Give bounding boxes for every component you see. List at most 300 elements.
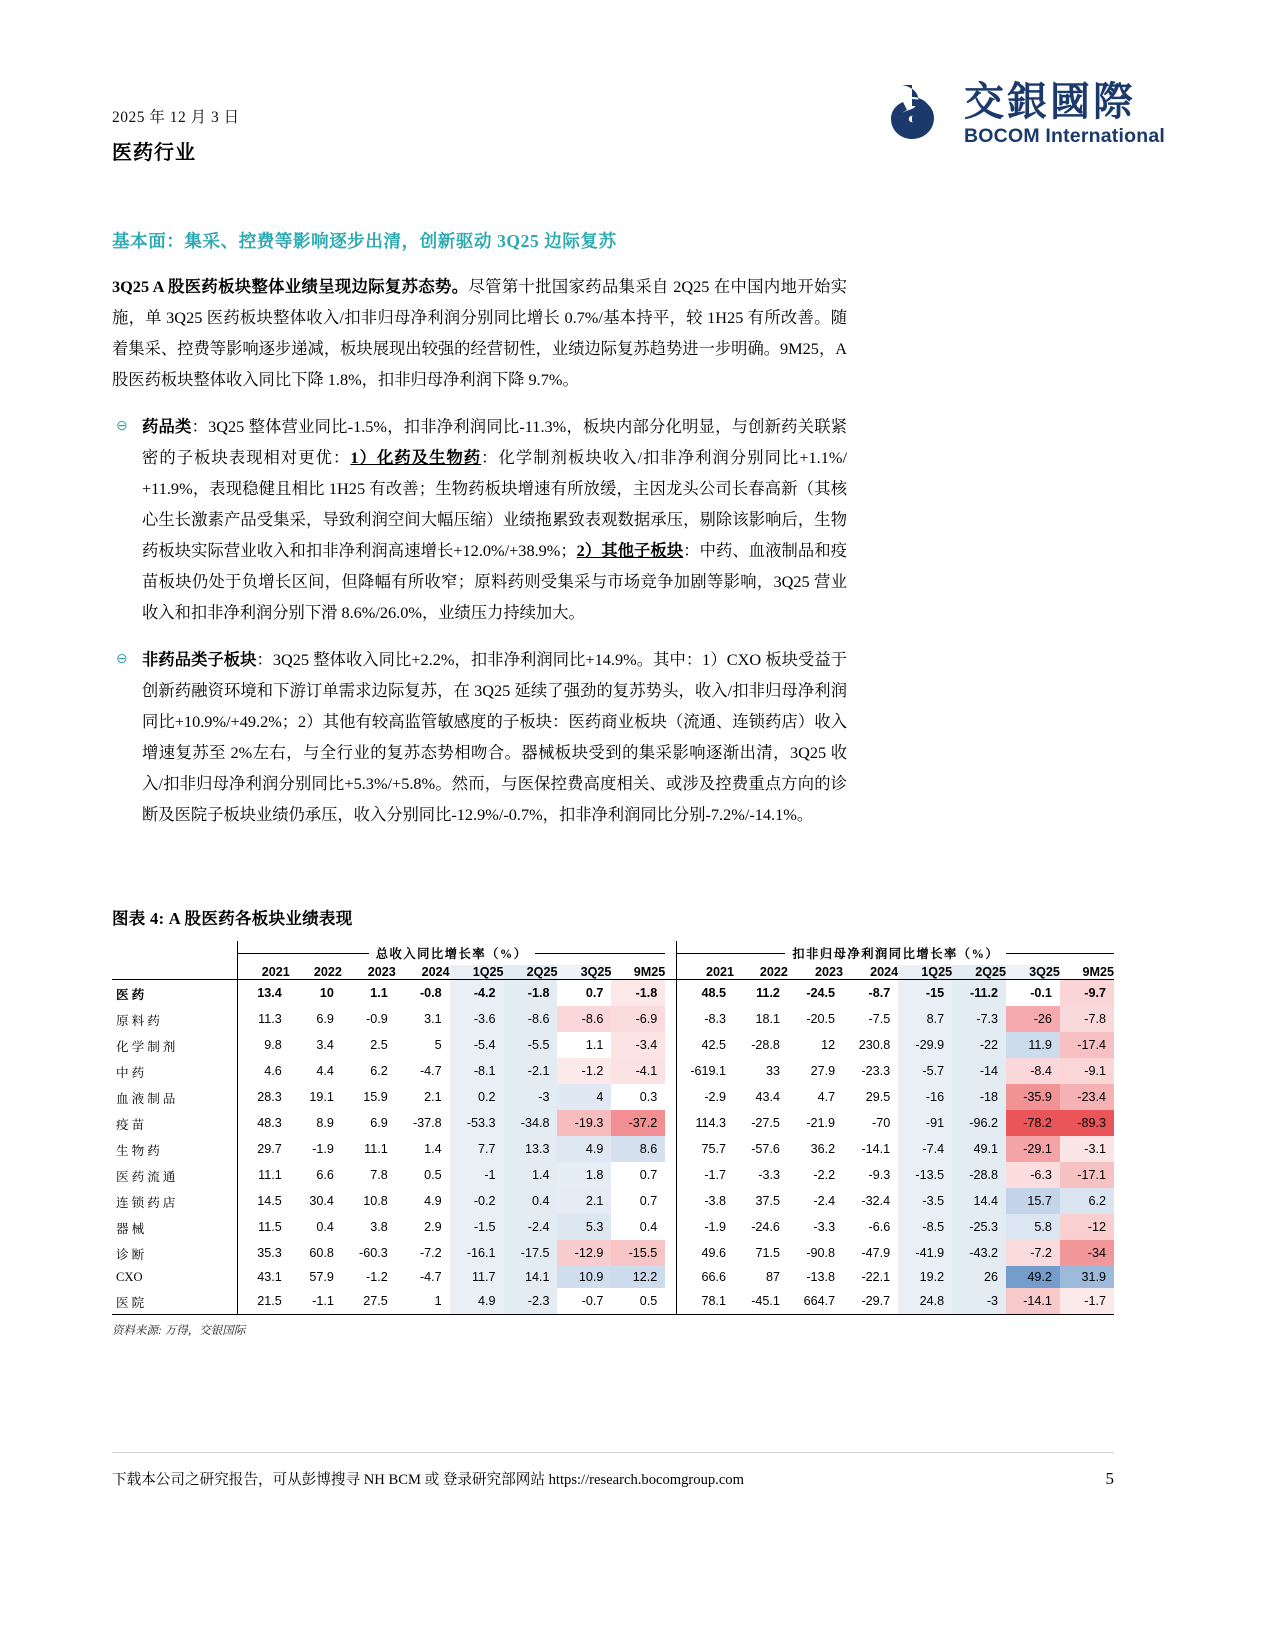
group-header-spacer — [112, 941, 237, 965]
cell-生物药-9M25: -3.1 — [1060, 1136, 1114, 1162]
group-gap — [665, 965, 677, 980]
group-gap — [665, 1288, 677, 1315]
cell-血液制品-2021: -2.9 — [677, 1084, 734, 1110]
cell-器械-2023: 3.8 — [370, 1220, 388, 1234]
cell-化学制剂-2Q25: -22 — [952, 1032, 1006, 1058]
cell-中药-2021: -619.1 — [677, 1058, 734, 1084]
row-label-生物药: 生物药 — [116, 1143, 163, 1158]
table-row — [112, 1288, 1114, 1315]
table-row — [112, 1032, 1114, 1058]
cell-中药-2024: -23.3 — [861, 1064, 891, 1078]
cell-CXO-2024: -4.7 — [419, 1270, 442, 1284]
cell-CXO-2Q25: 26 — [952, 1266, 1006, 1288]
bocom-logo — [882, 79, 1165, 147]
cell-连锁药店-2023: 10.8 — [363, 1194, 388, 1208]
cell-连锁药店-2024: 4.9 — [424, 1194, 442, 1208]
cell-器械-2Q25: -25.3 — [952, 1214, 1006, 1240]
cell-医药-2023: 1.1 — [342, 980, 396, 1007]
cell-化学制剂-2021: 9.8 — [237, 1032, 289, 1058]
cell-诊断-1Q25: -16.1 — [450, 1240, 504, 1266]
cell-医药流通-2021: 11.1 — [237, 1162, 289, 1188]
cell-生物药-9M25: 8.6 — [611, 1136, 665, 1162]
cell-疫苗-9M25: -37.2 — [611, 1110, 665, 1136]
cell-疫苗-2Q25: -34.8 — [504, 1110, 558, 1136]
cell-医药-2022: 11.2 — [734, 980, 788, 1007]
cell-原料药-2023: -0.9 — [366, 1012, 388, 1026]
cell-血液制品-2024: 29.5 — [865, 1090, 891, 1104]
cell-医院-2Q25: -3 — [952, 1288, 1006, 1315]
group-gap — [665, 1188, 677, 1214]
cell-医院-2Q25: -2.3 — [504, 1288, 558, 1315]
cell-医院-2023: 664.7 — [788, 1288, 843, 1315]
cell-血液制品-2022: 19.1 — [309, 1090, 334, 1104]
column-header-2023: 2023 — [342, 965, 396, 980]
group-gap — [665, 1084, 677, 1110]
cell-连锁药店-2022: 37.5 — [755, 1194, 780, 1208]
cell-疫苗-2022: 8.9 — [316, 1116, 334, 1130]
cell-医院-1Q25: 4.9 — [450, 1288, 504, 1315]
cell-医药流通-9M25: 0.7 — [611, 1162, 665, 1188]
group-gap — [665, 1266, 677, 1288]
cell-器械-2Q25: -2.4 — [504, 1214, 558, 1240]
cell-连锁药店-2023: -2.4 — [813, 1194, 836, 1208]
cell-血液制品-3Q25: 4 — [557, 1084, 611, 1110]
cell-医药流通-2023: 7.8 — [370, 1168, 388, 1182]
cell-诊断-9M25: -34 — [1060, 1240, 1114, 1266]
bullet-drugs-p3: ：中药、血液制品和疫苗板块仍处于负增长区间，但降幅有所收窄；原料药则受集采与市场竞争加剧等影响，3Q25 营业收入和扣非净利润分别下滑 8.6%/26.0%，业绩压力持续加大。 — [142, 541, 847, 622]
group-header-profit: 扣非归母净利润同比增长率（%） — [677, 941, 1114, 965]
cell-器械-1Q25: -8.5 — [898, 1214, 952, 1240]
cell-原料药-2Q25: -8.6 — [504, 1006, 558, 1032]
column-header-1Q25: 1Q25 — [450, 965, 504, 980]
bullet-drugs-text — [142, 411, 847, 628]
cell-医药-1Q25: -4.2 — [450, 980, 504, 1007]
cell-中药-2021: 4.6 — [237, 1058, 289, 1084]
cell-CXO-2022: 87 — [765, 1270, 780, 1284]
cell-医药-3Q25: 0.7 — [557, 980, 611, 1007]
cell-化学制剂-1Q25: -5.4 — [450, 1032, 504, 1058]
cell-诊断-2021: 35.3 — [237, 1240, 289, 1266]
column-header-2021: 2021 — [677, 965, 734, 980]
cell-化学制剂-2022: 3.4 — [316, 1038, 334, 1052]
group-gap — [665, 1110, 677, 1136]
exhibit-4 — [112, 905, 1114, 1338]
cell-生物药-2021: 29.7 — [237, 1136, 289, 1162]
cell-诊断-2Q25: -43.2 — [952, 1240, 1006, 1266]
cell-诊断-2024: -47.9 — [861, 1246, 891, 1260]
cell-连锁药店-2021: -3.8 — [677, 1188, 734, 1214]
row-label-医药流通: 医药流通 — [116, 1169, 179, 1184]
page-footer — [112, 1468, 1114, 1489]
column-header-2022: 2022 — [290, 965, 342, 980]
footer-divider — [112, 1452, 1114, 1453]
row-label-CXO: CXO — [116, 1269, 143, 1284]
circle-minus-icon: ⊖ — [116, 652, 128, 667]
cell-诊断-9M25: -15.5 — [611, 1240, 665, 1266]
lead-rest-text: 尽管第十批国家药品集采自 2Q25 在中国内地开始实施，单 3Q25 医药板块整体收入/扣非归母净利润分别同比增长 0.7%/基本持平，较 1H25 有所改善。随着集采、控费等影响逐步递减，板块展现出较强的经营韧性，业绩边际复苏趋势进一步明确。9M25，A 股医药板块整体收入同比下降 1.8%，扣非归母净利润下降 9.7%。 — [112, 277, 847, 389]
cell-生物药-2024: -14.1 — [861, 1142, 891, 1156]
cell-医院-2023: 27.5 — [342, 1288, 396, 1315]
column-header-1Q25: 1Q25 — [898, 965, 952, 980]
cell-化学制剂-9M25: -3.4 — [611, 1032, 665, 1058]
cell-医药-2Q25: -11.2 — [952, 980, 1006, 1007]
cell-诊断-1Q25: -41.9 — [898, 1240, 952, 1266]
table-group-header-row — [112, 941, 1114, 965]
cell-CXO-1Q25: 11.7 — [450, 1266, 504, 1288]
group-gap — [665, 941, 677, 965]
cell-诊断-2024: -7.2 — [419, 1246, 442, 1260]
cell-化学制剂-3Q25: 11.9 — [1006, 1032, 1060, 1058]
cell-化学制剂-2Q25: -5.5 — [504, 1032, 558, 1058]
table-row — [112, 1188, 1114, 1214]
cell-器械-2021: 11.5 — [237, 1214, 289, 1240]
cell-疫苗-2023: 6.9 — [370, 1116, 388, 1130]
group-gap — [665, 980, 677, 1007]
bocom-logo-mark — [882, 83, 954, 145]
logo-english-text: BOCOM International — [964, 125, 1165, 147]
cell-疫苗-1Q25: -53.3 — [450, 1110, 504, 1136]
cell-医药流通-2023: -2.2 — [813, 1168, 836, 1182]
cell-中药-2Q25: -2.1 — [504, 1058, 558, 1084]
cell-疫苗-2024: -70 — [872, 1116, 891, 1130]
row-label-器械: 器械 — [116, 1221, 148, 1236]
document-header — [112, 105, 240, 165]
cell-化学制剂-2023: 12 — [821, 1038, 836, 1052]
cell-诊断-3Q25: -12.9 — [557, 1240, 611, 1266]
cell-医药流通-2024: -9.3 — [868, 1168, 891, 1182]
cell-连锁药店-9M25: 6.2 — [1060, 1188, 1114, 1214]
cell-化学制剂-1Q25: -29.9 — [898, 1032, 952, 1058]
cell-疫苗-2022: -27.5 — [751, 1116, 780, 1130]
cell-CXO-2021: 66.6 — [677, 1266, 734, 1288]
column-header-2Q25: 2Q25 — [504, 965, 558, 980]
bullet-nondrugs-text — [142, 644, 847, 830]
bullet-item-drugs — [112, 411, 847, 628]
cell-生物药-2023: 11.1 — [364, 1142, 388, 1156]
cell-连锁药店-2024: -32.4 — [861, 1194, 891, 1208]
cell-中药-2023: 27.9 — [810, 1064, 836, 1078]
cell-生物药-2023: 36.2 — [810, 1142, 836, 1156]
table-row — [112, 980, 1114, 1007]
cell-生物药-3Q25: -29.1 — [1006, 1136, 1060, 1162]
cell-诊断-2022: 60.8 — [309, 1246, 334, 1260]
cell-中药-1Q25: -5.7 — [898, 1058, 952, 1084]
exhibit-source: 资料来源: 万得，交银国际 — [112, 1325, 246, 1337]
cell-医药-2024: -0.8 — [396, 980, 450, 1007]
cell-医院-3Q25: -0.7 — [557, 1288, 611, 1315]
bullet-drugs-sub1: 1）化药及生物药 — [350, 448, 482, 467]
cell-中药-3Q25: -8.4 — [1006, 1058, 1060, 1084]
cell-疫苗-3Q25: -19.3 — [557, 1110, 611, 1136]
cell-原料药-2022: 6.9 — [316, 1012, 334, 1026]
cell-疫苗-9M25: -89.3 — [1060, 1110, 1114, 1136]
cell-医院-9M25: 0.5 — [611, 1288, 665, 1315]
cell-生物药-2022: -1.9 — [312, 1142, 334, 1156]
cell-中药-2Q25: -14 — [952, 1058, 1006, 1084]
cell-生物药-3Q25: 4.9 — [557, 1136, 611, 1162]
row-label-诊断: 诊断 — [116, 1247, 148, 1262]
cell-原料药-1Q25: 8.7 — [898, 1006, 952, 1032]
cell-原料药-2024: 3.1 — [424, 1012, 442, 1026]
table-row — [112, 1084, 1114, 1110]
cell-医药流通-1Q25: -13.5 — [898, 1162, 952, 1188]
cell-中药-1Q25: -8.1 — [450, 1058, 504, 1084]
cell-血液制品-9M25: -23.4 — [1060, 1084, 1114, 1110]
cell-CXO-2023: -13.8 — [806, 1270, 836, 1284]
cell-原料药-2024: -7.5 — [868, 1012, 891, 1026]
cell-诊断-2021: 49.6 — [677, 1240, 734, 1266]
cell-医药流通-3Q25: 1.8 — [557, 1162, 611, 1188]
cell-原料药-9M25: -7.8 — [1060, 1006, 1114, 1032]
page-number: 5 — [1105, 1469, 1114, 1488]
cell-疫苗-2021: 48.3 — [237, 1110, 289, 1136]
cell-器械-2022: 0.4 — [316, 1220, 334, 1234]
cell-医药-9M25: -1.8 — [611, 980, 665, 1007]
cell-医药-2024: -8.7 — [843, 980, 898, 1007]
column-header-2024: 2024 — [843, 965, 898, 980]
cell-医院-2022: -1.1 — [290, 1288, 342, 1315]
cell-医药流通-2022: 6.6 — [316, 1168, 334, 1182]
column-header-2024: 2024 — [396, 965, 450, 980]
cell-生物药-2024: 1.4 — [424, 1142, 442, 1156]
cell-原料药-2021: -8.3 — [677, 1006, 734, 1032]
cell-诊断-2023: -60.3 — [359, 1246, 388, 1260]
group-gap — [665, 1240, 677, 1266]
column-header-2Q25: 2Q25 — [952, 965, 1006, 980]
cell-化学制剂-2023: 2.5 — [370, 1038, 388, 1052]
lead-bold-sentence: 3Q25 A 股医药板块整体业绩呈现边际复苏态势。 — [112, 277, 469, 296]
cell-医药-3Q25: -0.1 — [1006, 980, 1060, 1007]
table-row — [112, 1006, 1114, 1032]
cell-器械-2024: -6.6 — [868, 1220, 891, 1234]
bullet-drugs-p2: ：化学制剂板块收入/扣非净利润分别同比+1.1%/ +11.9%，表现稳健且相比 1H25 有改善；生物药板块增速有所放缓，主因龙头公司长春高新（其核心生长激素产品受集采，导致利润空间大幅压缩）业绩拖累致表观数据承压，剔除该影响后，生物药板块实际营业收入和扣非净利润高速增长+12.0%/+38.9%； — [142, 448, 847, 560]
column-header-3Q25: 3Q25 — [557, 965, 611, 980]
cell-血液制品-2024: 2.1 — [424, 1090, 442, 1104]
cell-CXO-9M25: 12.2 — [611, 1266, 665, 1288]
cell-疫苗-2Q25: -96.2 — [952, 1110, 1006, 1136]
cell-医院-2021: 78.1 — [677, 1288, 734, 1315]
group-gap — [665, 1006, 677, 1032]
row-label-医药: 医药 — [112, 980, 237, 1007]
exhibit-title: 图表 4: A 股医药各板块业绩表现 — [112, 909, 353, 928]
cell-器械-1Q25: -1.5 — [450, 1214, 504, 1240]
cell-中药-2024: -4.7 — [419, 1064, 442, 1078]
cell-原料药-1Q25: -3.6 — [450, 1006, 504, 1032]
column-header-9M25: 9M25 — [1060, 965, 1114, 980]
cell-血液制品-9M25: 0.3 — [611, 1084, 665, 1110]
cell-原料药-2Q25: -7.3 — [952, 1006, 1006, 1032]
cell-器械-9M25: -12 — [1060, 1214, 1114, 1240]
cell-器械-2021: -1.9 — [677, 1214, 734, 1240]
table-row — [112, 1214, 1114, 1240]
cell-医药-1Q25: -15 — [898, 980, 952, 1007]
cell-中药-2022: 33 — [765, 1064, 780, 1078]
cell-器械-2023: -3.3 — [813, 1220, 836, 1234]
circle-minus-icon: ⊖ — [116, 419, 128, 434]
row-label-原料药: 原料药 — [116, 1013, 163, 1028]
cell-原料药-2023: -20.5 — [806, 1012, 836, 1026]
cell-医药-2022: 10 — [290, 980, 342, 1007]
row-label-中药: 中药 — [116, 1065, 148, 1080]
cell-连锁药店-2022: 30.4 — [309, 1194, 334, 1208]
group-header-revenue: 总收入同比增长率（%） — [237, 941, 665, 965]
cell-血液制品-1Q25: -16 — [898, 1084, 952, 1110]
group-gap — [665, 1032, 677, 1058]
cell-血液制品-2Q25: -18 — [952, 1084, 1006, 1110]
cell-血液制品-2021: 28.3 — [237, 1084, 289, 1110]
cell-连锁药店-3Q25: 2.1 — [557, 1188, 611, 1214]
cell-诊断-2Q25: -17.5 — [504, 1240, 558, 1266]
cell-医药-2023: -24.5 — [788, 980, 843, 1007]
cell-器械-3Q25: 5.3 — [557, 1214, 611, 1240]
cell-生物药-1Q25: -7.4 — [898, 1136, 952, 1162]
cell-疫苗-2021: 114.3 — [677, 1110, 734, 1136]
bullet-drugs-lead: 药品类 — [142, 417, 192, 436]
table-row — [112, 1110, 1114, 1136]
cell-CXO-3Q25: 49.2 — [1006, 1266, 1060, 1288]
cell-医药流通-2021: -1.7 — [677, 1162, 734, 1188]
cell-中药-2023: 6.2 — [370, 1064, 388, 1078]
table-column-header-row — [112, 965, 1114, 980]
column-header-2022: 2022 — [734, 965, 788, 980]
industry-title: 医药行业 — [112, 142, 196, 164]
bullet-nondrugs-lead: 非药品类子板块 — [142, 650, 257, 669]
cell-医院-1Q25: 24.8 — [898, 1288, 952, 1315]
cell-生物药-2021: 75.7 — [677, 1136, 734, 1162]
cell-原料药-3Q25: -8.6 — [557, 1006, 611, 1032]
table-row — [112, 1136, 1114, 1162]
cell-血液制品-3Q25: -35.9 — [1006, 1084, 1060, 1110]
cell-医药-2021: 13.4 — [237, 980, 289, 1007]
cell-医药-2Q25: -1.8 — [504, 980, 558, 1007]
cell-连锁药店-1Q25: -0.2 — [450, 1188, 504, 1214]
cell-原料药-9M25: -6.9 — [611, 1006, 665, 1032]
cell-医院-2024: -29.7 — [843, 1288, 898, 1315]
cell-疫苗-3Q25: -78.2 — [1006, 1110, 1060, 1136]
table-row — [112, 1162, 1114, 1188]
cell-化学制剂-3Q25: 1.1 — [557, 1032, 611, 1058]
cell-器械-3Q25: 5.8 — [1006, 1214, 1060, 1240]
cell-原料药-2022: 18.1 — [755, 1012, 780, 1026]
cell-血液制品-1Q25: 0.2 — [450, 1084, 504, 1110]
cell-医药流通-2Q25: -28.8 — [952, 1162, 1006, 1188]
cell-诊断-3Q25: -7.2 — [1006, 1240, 1060, 1266]
cell-生物药-1Q25: 7.7 — [450, 1136, 504, 1162]
cell-化学制剂-9M25: -17.4 — [1060, 1032, 1114, 1058]
row-label-血液制品: 血液制品 — [116, 1091, 179, 1106]
cell-医药流通-2022: -3.3 — [758, 1168, 780, 1182]
group-gap — [665, 1162, 677, 1188]
cell-医药流通-1Q25: -1 — [450, 1162, 504, 1188]
cell-化学制剂-2024: 230.8 — [858, 1038, 891, 1052]
cell-CXO-3Q25: 10.9 — [557, 1266, 611, 1288]
cell-CXO-9M25: 31.9 — [1060, 1266, 1114, 1288]
bullet-drugs-sub2: 2）其他子板块 — [576, 541, 684, 560]
article-body — [112, 228, 847, 830]
cell-连锁药店-2Q25: 0.4 — [504, 1188, 558, 1214]
cell-血液制品-2Q25: -3 — [504, 1084, 558, 1110]
cell-医药流通-9M25: -17.1 — [1060, 1162, 1114, 1188]
cell-血液制品-2022: 43.4 — [755, 1090, 780, 1104]
cell-医药-9M25: -9.7 — [1060, 980, 1114, 1007]
cell-医院-2024: 1 — [396, 1288, 450, 1315]
group-gap — [665, 1214, 677, 1240]
section-heading: 基本面：集采、控费等影响逐步出清，创新驱动 3Q25 边际复苏 — [112, 231, 617, 251]
bullet-item-nondrugs — [112, 644, 847, 830]
row-label-连锁药店: 连锁药店 — [116, 1195, 179, 1210]
column-header-2021: 2021 — [237, 965, 289, 980]
cell-中药-2022: 4.4 — [316, 1064, 334, 1078]
cell-医院-2021: 21.5 — [237, 1288, 289, 1315]
cell-医院-9M25: -1.7 — [1060, 1288, 1114, 1315]
bullet-nondrugs-p1: ：3Q25 整体收入同比+2.2%，扣非净利润同比+14.9%。其中：1）CXO 板块受益于创新药融资环境和下游订单需求边际复苏，在 3Q25 延续了强劲的复苏势头，收入/扣非归母净利润同比+10.9%/+49.2%；2）其他有较高监管敏感度的子板块：医药商业板块（流通、连锁药店）收入增速复苏至 2%左右，与全行业的复苏态势相吻合。器械板块受到的集采影响逐渐出清，3Q25 收入/扣非归母净利润分别同比+5.3%/+5.8%。然而，与医保控费高度相关、或涉及控费重点方向的诊断及医院子板块业绩仍承压，收入分别同比-12.9%/-0.7%，扣非净利润同比分别-7.2%/-14.1%。 — [142, 650, 847, 824]
cell-连锁药店-2Q25: 14.4 — [952, 1188, 1006, 1214]
column-header-2023: 2023 — [788, 965, 843, 980]
cell-中药-3Q25: -1.2 — [557, 1058, 611, 1084]
cell-连锁药店-2021: 14.5 — [237, 1188, 289, 1214]
cell-生物药-2022: -57.6 — [751, 1142, 780, 1156]
cell-中药-9M25: -9.1 — [1060, 1058, 1114, 1084]
cell-CXO-1Q25: 19.2 — [898, 1266, 952, 1288]
cell-疫苗-1Q25: -91 — [898, 1110, 952, 1136]
cell-CXO-2021: 43.1 — [237, 1266, 289, 1288]
bullet-drugs-p1: ：3Q25 整体营业同比-1.5%，扣非净利润同比-11.3%，板块内部分化明显，与创新药关联紧密的子板块表现相对更优： — [142, 417, 847, 467]
cell-连锁药店-9M25: 0.7 — [611, 1188, 665, 1214]
cell-医院-3Q25: -14.1 — [1006, 1288, 1060, 1315]
cell-化学制剂-2024: 5 — [434, 1038, 442, 1052]
report-date: 2025 年 12 月 3 日 — [112, 109, 240, 126]
group-gap — [665, 1058, 677, 1084]
table-row — [112, 1058, 1114, 1084]
cell-器械-2024: 2.9 — [424, 1220, 442, 1234]
cell-生物药-2Q25: 13.3 — [504, 1136, 558, 1162]
cell-血液制品-2023: 4.7 — [817, 1090, 836, 1104]
table-row — [112, 1266, 1114, 1288]
cell-原料药-3Q25: -26 — [1006, 1006, 1060, 1032]
lead-paragraph — [112, 271, 847, 395]
column-header-9M25: 9M25 — [611, 965, 665, 980]
group-gap — [665, 1136, 677, 1162]
cell-器械-2022: -24.6 — [751, 1220, 780, 1234]
column-header-3Q25: 3Q25 — [1006, 965, 1060, 980]
cell-诊断-2023: -90.8 — [806, 1246, 836, 1260]
cell-疫苗-2024: -37.8 — [412, 1116, 442, 1130]
row-label-疫苗: 疫苗 — [116, 1117, 148, 1132]
cell-CXO-2022: 57.9 — [309, 1270, 334, 1284]
cell-原料药-2021: 11.3 — [237, 1006, 289, 1032]
cell-连锁药店-3Q25: 15.7 — [1006, 1188, 1060, 1214]
cell-器械-9M25: 0.4 — [611, 1214, 665, 1240]
row-label-医院: 医院 — [112, 1288, 237, 1315]
cell-疫苗-2023: -21.9 — [806, 1116, 836, 1130]
cell-生物药-2Q25: 49.1 — [952, 1136, 1006, 1162]
cell-连锁药店-1Q25: -3.5 — [898, 1188, 952, 1214]
cell-医院-2022: -45.1 — [734, 1288, 788, 1315]
row-label-化学制剂: 化学制剂 — [116, 1039, 179, 1054]
performance-table — [112, 941, 1114, 1315]
cell-血液制品-2023: 15.9 — [363, 1090, 388, 1104]
cell-CXO-2024: -22.1 — [861, 1270, 891, 1284]
cell-化学制剂-2021: 42.5 — [677, 1032, 734, 1058]
cell-化学制剂-2022: -28.8 — [751, 1038, 780, 1052]
cell-医药流通-3Q25: -6.3 — [1006, 1162, 1060, 1188]
cell-医药流通-2024: 0.5 — [424, 1168, 442, 1182]
cell-医药-2021: 48.5 — [677, 980, 734, 1007]
cell-中药-9M25: -4.1 — [611, 1058, 665, 1084]
cell-CXO-2023: -1.2 — [366, 1270, 388, 1284]
cell-诊断-2022: 71.5 — [755, 1246, 780, 1260]
table-row — [112, 1240, 1114, 1266]
